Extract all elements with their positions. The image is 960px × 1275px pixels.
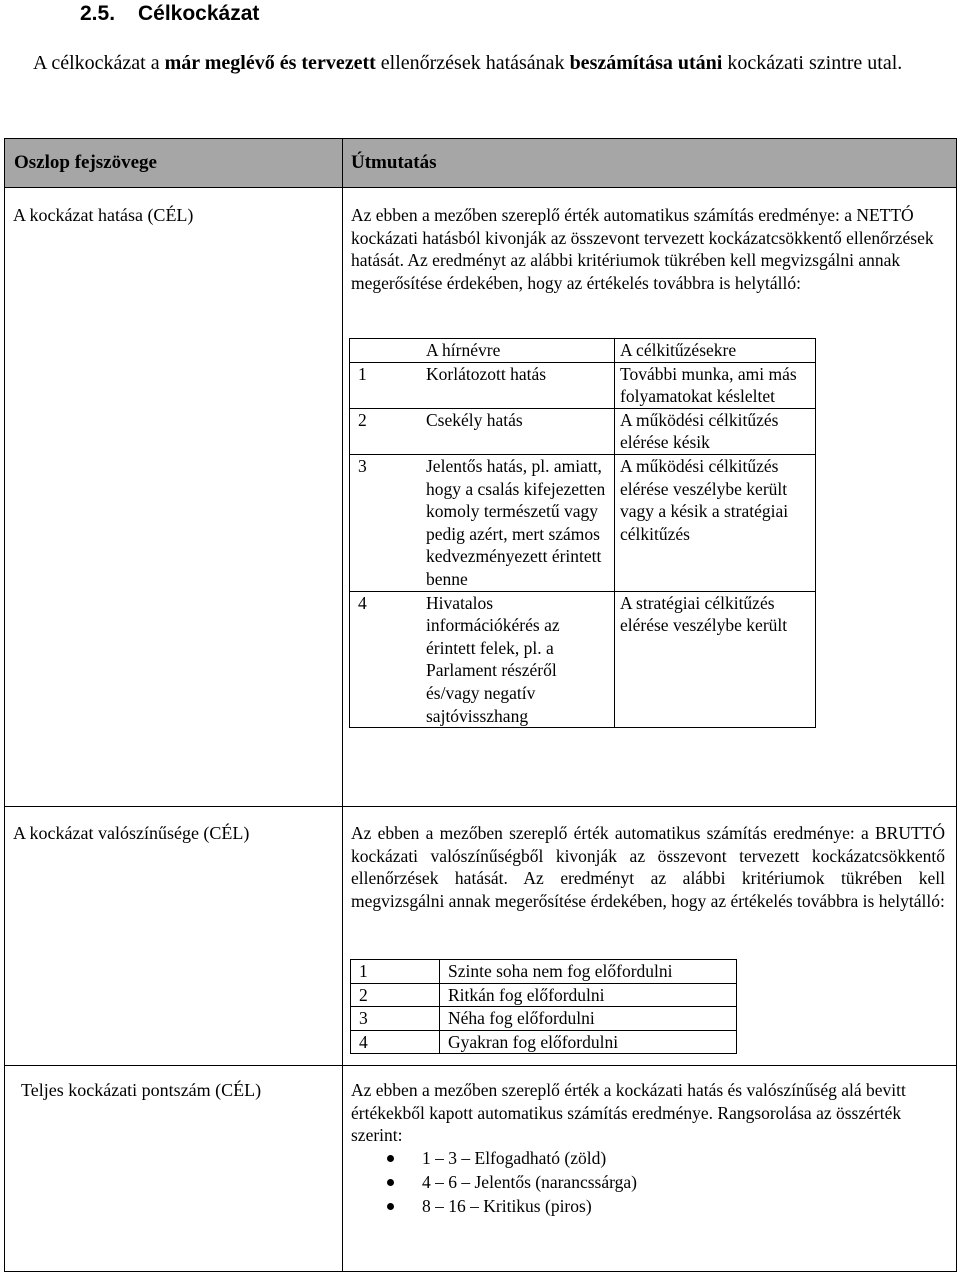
table-cell [350,339,423,363]
bullet-icon [387,1203,394,1210]
row-label-total-score: Teljes kockázati pontszám (CÉL) [21,1080,262,1100]
table-cell: 1 [351,960,440,984]
table-cell: Ritkán fog előfordulni [440,983,737,1007]
score-bullet-list [375,1146,637,1218]
table-row [351,960,737,984]
intro-text-2: ellenőrzések hatásának [375,52,570,74]
table-row [350,339,816,363]
section-heading [80,1,259,27]
row-text-likelihood: Az ebben a mezőben szereplő érték automatikus számítás eredménye: a BRUTTÓ kockázati valószínűségből kivonják az összevont tervezett kockázatcsökkentő ellenőrzések hatását. Az eredményt az alábbi kritériumok tükrében kell megvizsgálni annak megerősítése érdekében, hogy az értékelés továbbra is helytálló: [351,823,945,911]
list-item [375,1146,637,1170]
table-cell: 1 [350,362,423,408]
table-cell: 3 [350,454,423,591]
table-row [351,983,737,1007]
list-item [375,1194,637,1218]
table-cell: További munka, ami más folyamatokat késleltet [615,362,816,408]
table-cell: 2 [351,983,440,1007]
table-row [350,591,816,728]
table-row [350,454,816,591]
intro-text-1: A célkockázat a [33,52,165,74]
bullet-icon [387,1179,394,1186]
table-cell: 4 [350,591,423,728]
intro-bold-2: beszámítása utáni [569,52,723,74]
intro-text-3: kockázati szintre utal. [722,52,903,74]
table-cell: Csekély hatás [422,408,615,454]
bullet-text: 8 – 16 – Kritikus (piros) [422,1196,592,1216]
list-item [375,1170,637,1194]
row-label-impact: A kockázat hatása (CÉL) [13,205,194,225]
bullet-icon [387,1155,394,1162]
table-cell: A működési célkitűzés elérése veszélybe került vagy a késik a stratégiai célkitűzés [615,454,816,591]
table-cell: Hivatalos információkérés az érintett felek, pl. a Parlament részéről és/vagy negatív sajtóvisszhang [422,591,615,728]
table-cell: A célkitűzésekre [615,339,816,363]
header-guidance: Útmutatás [351,152,437,173]
table-cell: Néha fog előfordulni [440,1007,737,1031]
table-row [351,1030,737,1054]
table-cell: A működési célkitűzés elérése késik [615,408,816,454]
intro-bold-1: már meglévő és tervezett [164,52,376,74]
header-column-text: Oszlop fejszövege [14,152,157,173]
column-divider [342,139,343,1271]
table-cell: 4 [351,1030,440,1054]
section-title: Célkockázat [138,2,260,25]
impact-criteria-table [349,338,816,728]
table-cell: Jelentős hatás, pl. amiatt, hogy a csalás kifejezetten komoly természetű vagy pedig azért, mert számos kedvezményezett érintett benne [422,454,615,591]
guidance-table [4,138,957,1272]
table-row [350,362,816,408]
row-label-likelihood: A kockázat valószínűsége (CÉL) [13,823,250,843]
row-text-impact: Az ebben a mezőben szereplő érték automatikus számítás eredménye: a NETTÓ kockázati hatásból kivonják az összevont tervezett kockázatcsökkentő ellenőrzések hatását. Az eredményt az alábbi kritériumok tükrében kell megvizsgálni annak megerősítése érdekében, hogy az értékelés továbbra is helytálló: [351,205,934,293]
bullet-text: 4 – 6 – Jelentős (narancssárga) [422,1172,637,1192]
likelihood-criteria-table [350,959,737,1054]
table-cell: 2 [350,408,423,454]
bullet-text: 1 – 3 – Elfogadható (zöld) [422,1148,607,1168]
row-text-total-score: Az ebben a mezőben szereplő érték a kockázati hatás és valószínűség alá bevitt értékekből kapott automatikus számítás eredménye. Rangsorolása az összérték szerint: [351,1080,906,1145]
table-cell: A stratégiai célkitűzés elérése veszélybe került [615,591,816,728]
table-row [351,1007,737,1031]
row-divider [5,1065,956,1066]
table-row [350,408,816,454]
intro-paragraph [33,50,925,77]
table-cell: Korlátozott hatás [422,362,615,408]
table-cell: Gyakran fog előfordulni [440,1030,737,1054]
table-cell: Szinte soha nem fog előfordulni [440,960,737,984]
section-number: 2.5. [80,2,116,25]
table-cell: 3 [351,1007,440,1031]
row-divider [5,806,956,807]
table-cell: A hírnévre [422,339,615,363]
